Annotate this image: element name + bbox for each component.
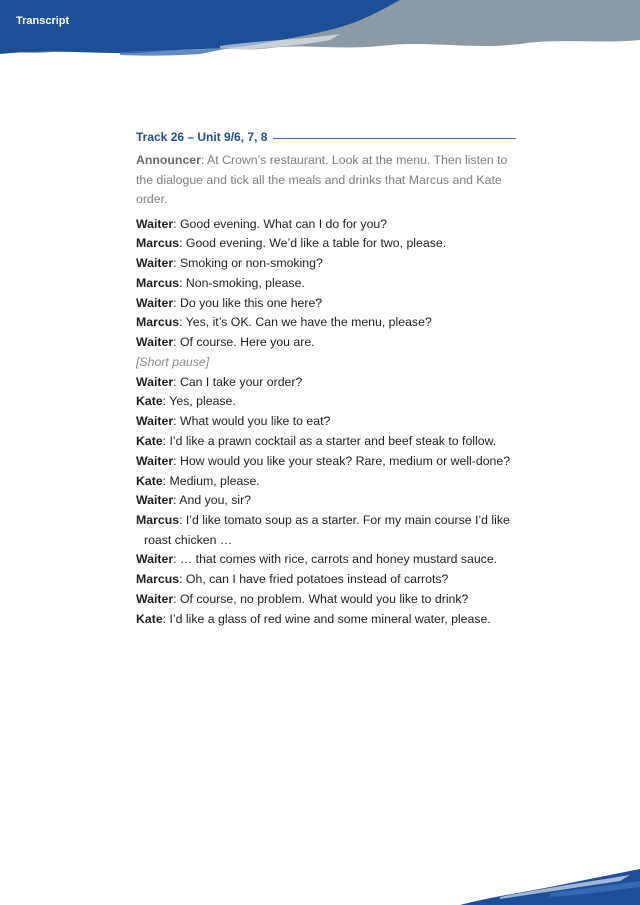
track-title: Track 26 – Unit 9/6, 7, 8 xyxy=(136,130,268,144)
line-text: : I’d like a glass of red wine and some mineral water, please. xyxy=(162,611,491,626)
header-brush-band xyxy=(0,0,640,60)
speaker-name: Kate xyxy=(136,611,163,626)
line-text: : How would you like your steak? Rare, medium or well-done? xyxy=(173,453,511,468)
dialogue-line xyxy=(136,294,516,314)
line-text: : Good evening. We’d like a table for two, please. xyxy=(179,236,447,251)
speaker-name: Waiter xyxy=(136,414,174,429)
dialogue-part-2 xyxy=(136,373,516,630)
dialogue-line xyxy=(136,570,516,590)
dialogue-line xyxy=(136,452,516,472)
dialogue-line xyxy=(136,254,516,274)
announcer-paragraph xyxy=(136,151,516,210)
line-text: : Do you like this one here? xyxy=(173,295,323,310)
line-text: : … that comes with rice, carrots and honey mustard sauce. xyxy=(173,552,498,567)
speaker-name: Marcus xyxy=(136,315,180,330)
line-text: : Good evening. What can I do for you? xyxy=(173,216,388,231)
header-label: Transcript xyxy=(16,15,70,27)
track-heading xyxy=(136,130,516,144)
speaker-name: Kate xyxy=(136,473,163,488)
footer-brush-stroke xyxy=(440,859,640,905)
line-text: : Medium, please. xyxy=(162,473,260,488)
line-text: : Of course, no problem. What would you like to drink? xyxy=(173,592,469,607)
line-text: : Of course. Here you are. xyxy=(173,335,315,350)
line-text: : Yes, it’s OK. Can we have the menu, please? xyxy=(179,315,432,330)
dialogue-line xyxy=(136,432,516,452)
speaker-name: Waiter xyxy=(136,335,174,350)
line-text: : Can I take your order? xyxy=(173,374,303,389)
dialogue-part-1 xyxy=(136,215,516,353)
dialogue-line xyxy=(136,333,516,353)
line-text: : Smoking or non-smoking? xyxy=(173,256,323,271)
line-text: : Oh, can I have fried potatoes instead of carrots? xyxy=(179,572,449,587)
dialogue-line xyxy=(136,234,516,254)
speaker-name: Waiter xyxy=(136,453,174,468)
transcript-body xyxy=(136,130,516,630)
speaker-name: Marcus xyxy=(136,513,180,528)
dialogue-line xyxy=(136,472,516,492)
speaker-name: Marcus xyxy=(136,236,180,251)
speaker-name: Announcer xyxy=(136,153,201,167)
line-text: : And you, sir? xyxy=(173,493,252,508)
line-text: : What would you like to eat? xyxy=(173,414,331,429)
speaker-name: Waiter xyxy=(136,493,174,508)
speaker-name: Kate xyxy=(136,394,163,409)
dialogue-line xyxy=(136,491,516,511)
dialogue-line xyxy=(136,590,516,610)
dialogue-line xyxy=(136,215,516,235)
line-text: : I’d like tomato soup as a starter. For my main course I’d like roast chicken … xyxy=(144,513,510,547)
speaker-name: Marcus xyxy=(136,275,180,290)
speaker-name: Waiter xyxy=(136,295,174,310)
speaker-name: Waiter xyxy=(136,256,174,271)
line-text: : I’d like a prawn cocktail as a starter and beef steak to follow. xyxy=(162,433,497,448)
dialogue-line xyxy=(136,274,516,294)
speaker-name: Waiter xyxy=(136,374,174,389)
dialogue-line xyxy=(136,373,516,393)
dialogue-line xyxy=(136,313,516,333)
announcer-text: : At Crown’s restaurant. Look at the menu. Then listen to the dialogue and tick all the meals and drinks that Marcus and Kate order. xyxy=(136,153,508,206)
speaker-name: Waiter xyxy=(136,592,174,607)
speaker-name: Kate xyxy=(136,433,163,448)
dialogue-line xyxy=(136,412,516,432)
line-text: : Yes, please. xyxy=(162,394,236,409)
dialogue-line xyxy=(136,511,516,550)
speaker-name: Waiter xyxy=(136,216,174,231)
dialogue-line xyxy=(136,550,516,570)
dialogue-line xyxy=(136,392,516,412)
dialogue-line xyxy=(136,610,516,630)
speaker-name: Waiter xyxy=(136,552,174,567)
stage-direction: [Short pause] xyxy=(136,355,210,370)
line-text: : Non-smoking, please. xyxy=(179,275,305,290)
speaker-name: Marcus xyxy=(136,572,180,587)
heading-rule xyxy=(273,138,516,139)
